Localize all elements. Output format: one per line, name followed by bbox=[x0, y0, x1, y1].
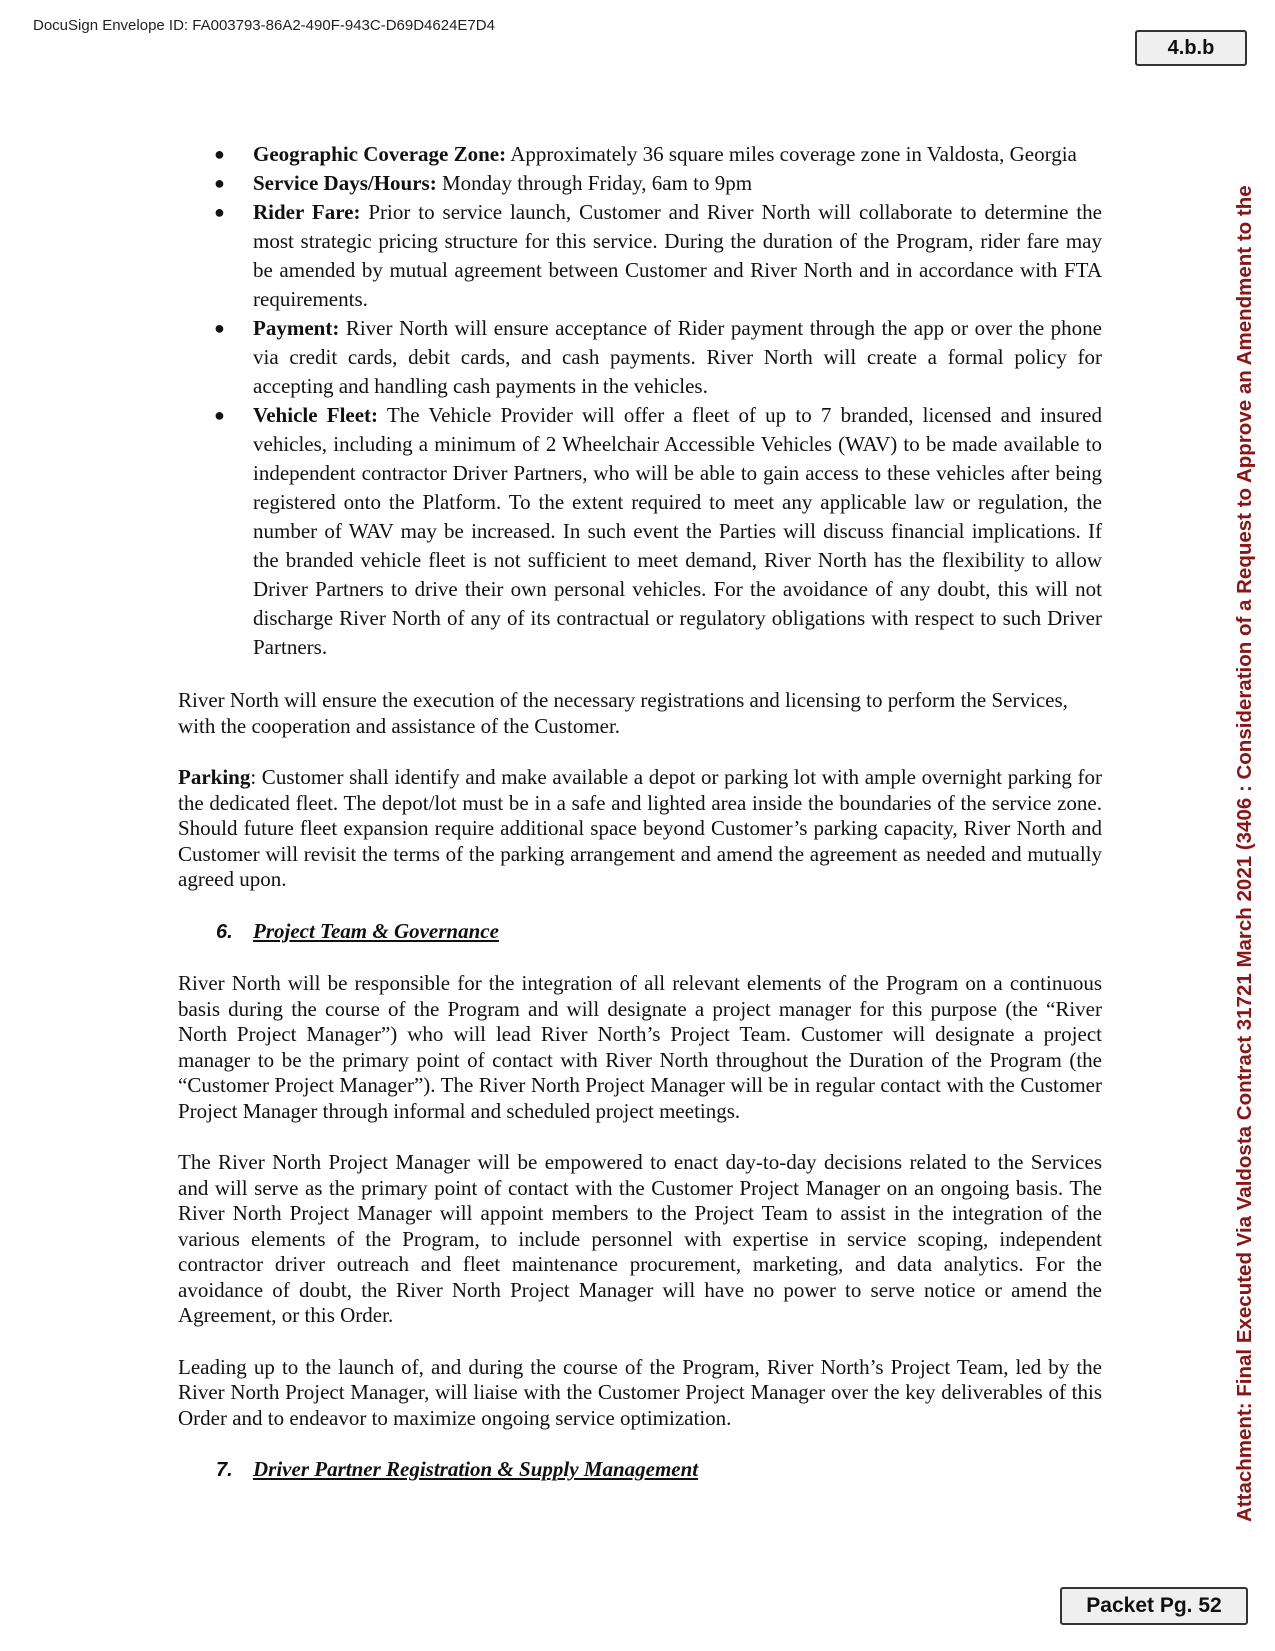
section-number: 7. bbox=[216, 1459, 233, 1481]
packet-page-label: Packet Pg. 52 bbox=[1060, 1587, 1248, 1625]
bullet-text: Monday through Friday, 6am to 9pm bbox=[436, 171, 753, 195]
list-item bbox=[214, 401, 1102, 662]
bullet-term: Vehicle Fleet: bbox=[253, 403, 379, 427]
document-body bbox=[178, 140, 1102, 1484]
bullet-term: Geographic Coverage Zone: bbox=[253, 142, 507, 166]
parking-text: : Customer shall identify and make available a depot or parking lot with ample overnight parking for the dedicated fleet. The depot/lot must be in a safe and lighted area inside the boundaries of the service zone. Should future fleet expansion require additional space beyond Customer’s parking capacity, River North and Customer will revisit the terms of the parking arrangement and amend the agreement as needed and mutually agreed upon. bbox=[178, 765, 1102, 891]
list-item bbox=[214, 314, 1102, 401]
section6-paragraph: Leading up to the launch of, and during the course of the Program, River North’s Project Team, led by the River North Project Manager, will liaise with the Customer Project Manager over the key deliverables of this Order and to endeavor to maximize ongoing service optimization. bbox=[178, 1354, 1102, 1430]
bullet-icon: ● bbox=[214, 202, 225, 222]
bullet-text: Prior to service launch, Customer and River North will collaborate to determine the most strategic pricing structure for this service. During the duration of the Program, rider fare may be amended by mutual agreement between Customer and River North and in accordance with FTA requirements. bbox=[253, 200, 1102, 311]
bullet-term: Payment: bbox=[253, 316, 340, 340]
section-heading-driver-registration bbox=[178, 1457, 1102, 1484]
bullet-icon: ● bbox=[214, 318, 225, 338]
parking-paragraph bbox=[178, 765, 1102, 893]
list-item bbox=[214, 198, 1102, 314]
list-item bbox=[214, 140, 1102, 169]
parking-term: Parking bbox=[178, 765, 251, 789]
list-item bbox=[214, 169, 1102, 198]
attachment-sidebar-label: Attachment: Final Executed Via Valdosta Contract 31721 March 2021 (3406 : Consideration of a Request to Approve an Amendment to the bbox=[1233, 185, 1256, 1522]
service-terms-list bbox=[178, 140, 1102, 662]
bullet-text: Approximately 36 square miles coverage zone in Valdosta, Georgia bbox=[506, 142, 1077, 166]
bullet-icon: ● bbox=[214, 405, 225, 425]
section6-paragraph: River North will be responsible for the integration of all relevant elements of the Program on a continuous basis during the course of the Program and will designate a project manager for this purpose (the “River North Project Manager”) who will lead River North’s Project Team. Customer will designate a project manager to be the primary point of contact with River North throughout the Duration of the Program (the “Customer Project Manager”). The River North Project Manager will be in regular contact with the Customer Project Manager through informal and scheduled project meetings. bbox=[178, 971, 1102, 1123]
registrations-paragraph: River North will ensure the execution of the necessary registrations and licensing to perform the Services, with the cooperation and assistance of the Customer. bbox=[178, 688, 1068, 738]
envelope-id: DocuSign Envelope ID: FA003793-86A2-490F-943C-D69D4624E7D4 bbox=[33, 17, 495, 34]
section-heading-project-team bbox=[178, 919, 1102, 946]
section-title: Project Team & Governance bbox=[253, 918, 499, 943]
bullet-term: Service Days/Hours: bbox=[253, 171, 437, 195]
bullet-text: The Vehicle Provider will offer a fleet of up to 7 branded, licensed and insured vehicles, including a minimum of 2 Wheelchair Accessible Vehicles (WAV) to be made available to independent contractor Driver Partners, who will be able to gain access to these vehicles after being registered onto the Platform. To the extent required to meet any applicable law or regulation, the number of WAV may be increased. In such event the Parties will discuss financial implications. If the branded vehicle fleet is not sufficient to meet demand, River North has the flexibility to allow Driver Partners to drive their own personal vehicles. For the avoidance of any doubt, this will not discharge River North of any of its contractual or regulatory obligations with respect to such Driver Partners. bbox=[253, 403, 1102, 659]
section-title: Driver Partner Registration & Supply Management bbox=[253, 1457, 699, 1481]
bullet-icon: ● bbox=[214, 144, 225, 164]
section6-paragraph: The River North Project Manager will be empowered to enact day-to-day decisions related to the Services and will serve as the primary point of contact with the Customer Project Manager on an ongoing basis. The River North Project Manager will appoint members to the Project Team to assist in the integration of the various elements of the Program, to include personnel with expertise in service scoping, independent contractor driver outreach and fleet maintenance procurement, marketing, and data analytics. For the avoidance of doubt, the River North Project Manager will have no power to serve notice or amend the Agreement, or this Order. bbox=[178, 1150, 1102, 1327]
section-number: 6. bbox=[216, 920, 233, 943]
bullet-icon: ● bbox=[214, 173, 225, 193]
bullet-term: Rider Fare: bbox=[253, 200, 361, 224]
agenda-item-tag: 4.b.b bbox=[1135, 30, 1247, 66]
bullet-text: River North will ensure acceptance of Rider payment through the app or over the phone via credit cards, debit cards, and cash payments. River North will create a formal policy for accepting and handling cash payments in the vehicles. bbox=[253, 316, 1102, 398]
